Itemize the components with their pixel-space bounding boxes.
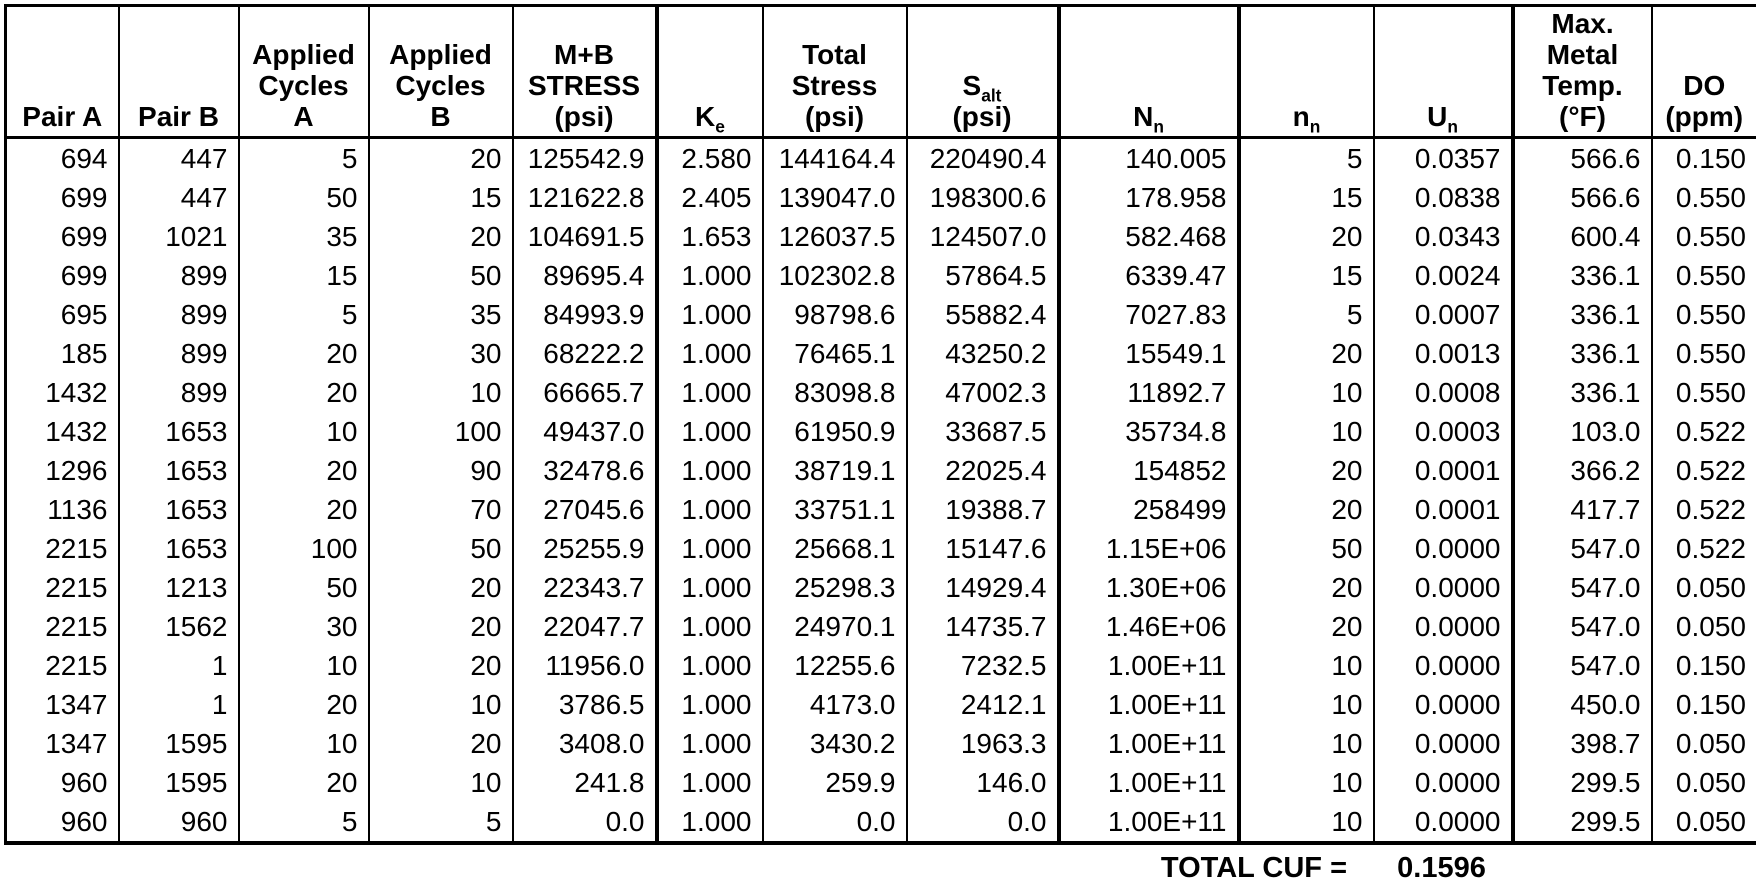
cell-max-metal-temp-f: 547.0 bbox=[1513, 568, 1652, 607]
cell-ke: 1.000 bbox=[657, 724, 763, 763]
cell-total-stress-psi: 12255.6 bbox=[763, 646, 907, 685]
cell-s-alt-psi: 1963.3 bbox=[907, 724, 1059, 763]
cell-total-stress-psi: 83098.8 bbox=[763, 373, 907, 412]
table-row bbox=[6, 451, 1756, 490]
cell-total-stress-psi: 61950.9 bbox=[763, 412, 907, 451]
cell-total-stress-psi: 38719.1 bbox=[763, 451, 907, 490]
cell-max-metal-temp-f: 336.1 bbox=[1513, 373, 1652, 412]
column-header-ke: $K_e$ bbox=[657, 6, 763, 138]
cell-u-n-usage: 0.0000 bbox=[1374, 685, 1513, 724]
cell-total-stress-psi: 3430.2 bbox=[763, 724, 907, 763]
cell-max-metal-temp-f: 336.1 bbox=[1513, 295, 1652, 334]
cell-do-ppm: 0.522 bbox=[1652, 490, 1756, 529]
cell-pair-a: 960 bbox=[6, 802, 119, 843]
cell-u-n-usage: 0.0000 bbox=[1374, 802, 1513, 843]
cell-s-alt-psi: 124507.0 bbox=[907, 217, 1059, 256]
cell-applied-cycles-a: 50 bbox=[239, 568, 369, 607]
cell-pair-b: 1653 bbox=[119, 412, 239, 451]
cell-do-ppm: 0.550 bbox=[1652, 373, 1756, 412]
cell-s-alt-psi: 57864.5 bbox=[907, 256, 1059, 295]
cell-n-n-applied: 50 bbox=[1239, 529, 1374, 568]
cell-n-n-applied: 10 bbox=[1239, 646, 1374, 685]
cell-s-alt-psi: 0.0 bbox=[907, 802, 1059, 843]
cell-ke: 1.000 bbox=[657, 646, 763, 685]
cell-pair-a: 1347 bbox=[6, 685, 119, 724]
cell-n-n-allowable: 1.00E+11 bbox=[1059, 763, 1239, 802]
cell-total-stress-psi: 102302.8 bbox=[763, 256, 907, 295]
cell-mb-stress-psi: 241.8 bbox=[513, 763, 657, 802]
column-header-n-n-applied: $n_n$ bbox=[1239, 6, 1374, 138]
cell-u-n-usage: 0.0000 bbox=[1374, 607, 1513, 646]
cell-max-metal-temp-f: 103.0 bbox=[1513, 412, 1652, 451]
cell-n-n-applied: 15 bbox=[1239, 256, 1374, 295]
cell-u-n-usage: 0.0007 bbox=[1374, 295, 1513, 334]
cell-n-n-allowable: 1.15E+06 bbox=[1059, 529, 1239, 568]
cell-pair-b: 899 bbox=[119, 295, 239, 334]
cell-pair-b: 1213 bbox=[119, 568, 239, 607]
table-row bbox=[6, 724, 1756, 763]
cell-applied-cycles-b: 10 bbox=[369, 685, 513, 724]
cell-pair-a: 695 bbox=[6, 295, 119, 334]
cell-u-n-usage: 0.0024 bbox=[1374, 256, 1513, 295]
cell-n-n-allowable: 154852 bbox=[1059, 451, 1239, 490]
cell-mb-stress-psi: 89695.4 bbox=[513, 256, 657, 295]
cell-n-n-applied: 20 bbox=[1239, 334, 1374, 373]
total-cuf-row bbox=[0, 852, 1756, 878]
cell-s-alt-psi: 2412.1 bbox=[907, 685, 1059, 724]
column-header-applied-cycles-a: Applied Cycles A bbox=[239, 6, 369, 138]
cell-mb-stress-psi: 3408.0 bbox=[513, 724, 657, 763]
table-row bbox=[6, 685, 1756, 724]
cell-applied-cycles-a: 100 bbox=[239, 529, 369, 568]
cell-applied-cycles-a: 20 bbox=[239, 373, 369, 412]
cell-do-ppm: 0.050 bbox=[1652, 568, 1756, 607]
cell-applied-cycles-a: 5 bbox=[239, 138, 369, 179]
cell-applied-cycles-a: 20 bbox=[239, 451, 369, 490]
cell-pair-b: 1562 bbox=[119, 607, 239, 646]
cell-applied-cycles-b: 20 bbox=[369, 568, 513, 607]
cell-applied-cycles-b: 15 bbox=[369, 178, 513, 217]
cell-applied-cycles-a: 10 bbox=[239, 412, 369, 451]
cell-s-alt-psi: 198300.6 bbox=[907, 178, 1059, 217]
cell-n-n-applied: 20 bbox=[1239, 607, 1374, 646]
cell-do-ppm: 0.550 bbox=[1652, 334, 1756, 373]
cell-n-n-applied: 10 bbox=[1239, 412, 1374, 451]
cell-total-stress-psi: 25298.3 bbox=[763, 568, 907, 607]
cell-n-n-allowable: 258499 bbox=[1059, 490, 1239, 529]
cell-applied-cycles-a: 10 bbox=[239, 724, 369, 763]
cell-applied-cycles-b: 5 bbox=[369, 802, 513, 843]
cell-u-n-usage: 0.0000 bbox=[1374, 646, 1513, 685]
cell-do-ppm: 0.522 bbox=[1652, 412, 1756, 451]
cell-mb-stress-psi: 121622.8 bbox=[513, 178, 657, 217]
cell-applied-cycles-a: 35 bbox=[239, 217, 369, 256]
cell-pair-b: 960 bbox=[119, 802, 239, 843]
cell-ke: 2.405 bbox=[657, 178, 763, 217]
cell-n-n-allowable: 1.00E+11 bbox=[1059, 724, 1239, 763]
cell-do-ppm: 0.550 bbox=[1652, 295, 1756, 334]
cell-n-n-applied: 20 bbox=[1239, 451, 1374, 490]
cell-applied-cycles-b: 35 bbox=[369, 295, 513, 334]
table-row bbox=[6, 607, 1756, 646]
cell-s-alt-psi: 146.0 bbox=[907, 763, 1059, 802]
cell-n-n-applied: 5 bbox=[1239, 295, 1374, 334]
cell-max-metal-temp-f: 566.6 bbox=[1513, 138, 1652, 179]
cell-applied-cycles-a: 5 bbox=[239, 295, 369, 334]
cell-mb-stress-psi: 27045.6 bbox=[513, 490, 657, 529]
column-header-s-alt-psi: $S_{alt}$ (psi) bbox=[907, 6, 1059, 138]
cell-s-alt-psi: 55882.4 bbox=[907, 295, 1059, 334]
cell-total-stress-psi: 76465.1 bbox=[763, 334, 907, 373]
table-body bbox=[6, 138, 1756, 844]
cell-n-n-allowable: 35734.8 bbox=[1059, 412, 1239, 451]
cell-do-ppm: 0.050 bbox=[1652, 763, 1756, 802]
table-row bbox=[6, 802, 1756, 843]
cell-u-n-usage: 0.0000 bbox=[1374, 763, 1513, 802]
cell-s-alt-psi: 43250.2 bbox=[907, 334, 1059, 373]
column-header-pair-b: Pair B bbox=[119, 6, 239, 138]
cell-do-ppm: 0.050 bbox=[1652, 802, 1756, 843]
table-row bbox=[6, 412, 1756, 451]
cell-mb-stress-psi: 68222.2 bbox=[513, 334, 657, 373]
cell-n-n-allowable: 7027.83 bbox=[1059, 295, 1239, 334]
table-row bbox=[6, 568, 1756, 607]
table-row bbox=[6, 178, 1756, 217]
cell-pair-b: 1653 bbox=[119, 490, 239, 529]
cell-n-n-allowable: 1.46E+06 bbox=[1059, 607, 1239, 646]
cell-total-stress-psi: 126037.5 bbox=[763, 217, 907, 256]
cell-ke: 1.000 bbox=[657, 763, 763, 802]
cell-do-ppm: 0.050 bbox=[1652, 607, 1756, 646]
cell-s-alt-psi: 19388.7 bbox=[907, 490, 1059, 529]
cell-n-n-allowable: 1.00E+11 bbox=[1059, 802, 1239, 843]
cell-n-n-applied: 10 bbox=[1239, 802, 1374, 843]
table-row bbox=[6, 256, 1756, 295]
table-row bbox=[6, 334, 1756, 373]
cell-ke: 2.580 bbox=[657, 138, 763, 179]
cell-pair-b: 899 bbox=[119, 334, 239, 373]
cell-pair-a: 699 bbox=[6, 217, 119, 256]
cell-do-ppm: 0.522 bbox=[1652, 451, 1756, 490]
cell-applied-cycles-a: 20 bbox=[239, 763, 369, 802]
cell-n-n-applied: 5 bbox=[1239, 138, 1374, 179]
cell-applied-cycles-b: 10 bbox=[369, 763, 513, 802]
cell-applied-cycles-b: 20 bbox=[369, 138, 513, 179]
cell-applied-cycles-a: 15 bbox=[239, 256, 369, 295]
cell-pair-b: 1595 bbox=[119, 763, 239, 802]
cell-ke: 1.000 bbox=[657, 412, 763, 451]
total-cuf-label: TOTAL CUF = bbox=[1160, 852, 1347, 878]
table-row bbox=[6, 138, 1756, 179]
cell-ke: 1.653 bbox=[657, 217, 763, 256]
cell-ke: 1.000 bbox=[657, 373, 763, 412]
cell-pair-b: 899 bbox=[119, 256, 239, 295]
column-header-applied-cycles-b: Applied Cycles B bbox=[369, 6, 513, 138]
cell-n-n-allowable: 140.005 bbox=[1059, 138, 1239, 179]
cell-ke: 1.000 bbox=[657, 802, 763, 843]
cell-pair-b: 1653 bbox=[119, 451, 239, 490]
cell-do-ppm: 0.550 bbox=[1652, 178, 1756, 217]
cell-ke: 1.000 bbox=[657, 607, 763, 646]
cell-max-metal-temp-f: 299.5 bbox=[1513, 763, 1652, 802]
cell-n-n-allowable: 6339.47 bbox=[1059, 256, 1239, 295]
table-row bbox=[6, 763, 1756, 802]
cell-applied-cycles-b: 30 bbox=[369, 334, 513, 373]
cell-total-stress-psi: 24970.1 bbox=[763, 607, 907, 646]
cell-s-alt-psi: 220490.4 bbox=[907, 138, 1059, 179]
cell-applied-cycles-b: 100 bbox=[369, 412, 513, 451]
cell-s-alt-psi: 33687.5 bbox=[907, 412, 1059, 451]
cell-mb-stress-psi: 125542.9 bbox=[513, 138, 657, 179]
table-row bbox=[6, 373, 1756, 412]
cell-n-n-allowable: 178.958 bbox=[1059, 178, 1239, 217]
cell-n-n-allowable: 1.00E+11 bbox=[1059, 685, 1239, 724]
cell-applied-cycles-b: 10 bbox=[369, 373, 513, 412]
cell-pair-a: 2215 bbox=[6, 607, 119, 646]
cell-max-metal-temp-f: 417.7 bbox=[1513, 490, 1652, 529]
cell-n-n-allowable: 582.468 bbox=[1059, 217, 1239, 256]
cell-max-metal-temp-f: 600.4 bbox=[1513, 217, 1652, 256]
cell-total-stress-psi: 139047.0 bbox=[763, 178, 907, 217]
cell-n-n-applied: 10 bbox=[1239, 373, 1374, 412]
cell-s-alt-psi: 14735.7 bbox=[907, 607, 1059, 646]
cell-total-stress-psi: 25668.1 bbox=[763, 529, 907, 568]
cell-applied-cycles-b: 20 bbox=[369, 724, 513, 763]
cell-ke: 1.000 bbox=[657, 568, 763, 607]
cell-max-metal-temp-f: 547.0 bbox=[1513, 646, 1652, 685]
cell-s-alt-psi: 15147.6 bbox=[907, 529, 1059, 568]
cell-do-ppm: 0.522 bbox=[1652, 529, 1756, 568]
column-header-u-n-usage: $U_n$ bbox=[1374, 6, 1513, 138]
cell-mb-stress-psi: 22343.7 bbox=[513, 568, 657, 607]
column-header-do-ppm: DO (ppm) bbox=[1652, 6, 1756, 138]
cell-applied-cycles-a: 10 bbox=[239, 646, 369, 685]
total-cuf-value: 0.1596 bbox=[1397, 852, 1486, 878]
cell-ke: 1.000 bbox=[657, 529, 763, 568]
cell-pair-a: 2215 bbox=[6, 568, 119, 607]
cell-pair-a: 2215 bbox=[6, 646, 119, 685]
cell-mb-stress-psi: 25255.9 bbox=[513, 529, 657, 568]
table-header bbox=[6, 6, 1756, 138]
cell-pair-b: 899 bbox=[119, 373, 239, 412]
cell-mb-stress-psi: 49437.0 bbox=[513, 412, 657, 451]
cell-applied-cycles-b: 20 bbox=[369, 646, 513, 685]
cell-pair-b: 1 bbox=[119, 646, 239, 685]
cell-max-metal-temp-f: 366.2 bbox=[1513, 451, 1652, 490]
cell-applied-cycles-b: 20 bbox=[369, 217, 513, 256]
cell-u-n-usage: 0.0838 bbox=[1374, 178, 1513, 217]
cell-n-n-applied: 10 bbox=[1239, 763, 1374, 802]
cell-max-metal-temp-f: 299.5 bbox=[1513, 802, 1652, 843]
table-row bbox=[6, 490, 1756, 529]
cell-s-alt-psi: 14929.4 bbox=[907, 568, 1059, 607]
cell-ke: 1.000 bbox=[657, 256, 763, 295]
cell-applied-cycles-b: 70 bbox=[369, 490, 513, 529]
cell-total-stress-psi: 0.0 bbox=[763, 802, 907, 843]
cell-s-alt-psi: 22025.4 bbox=[907, 451, 1059, 490]
column-header-mb-stress-psi: M+B STRESS (psi) bbox=[513, 6, 657, 138]
cell-max-metal-temp-f: 398.7 bbox=[1513, 724, 1652, 763]
cell-mb-stress-psi: 3786.5 bbox=[513, 685, 657, 724]
cell-n-n-applied: 10 bbox=[1239, 724, 1374, 763]
cell-pair-b: 1021 bbox=[119, 217, 239, 256]
cell-n-n-applied: 20 bbox=[1239, 568, 1374, 607]
cell-applied-cycles-b: 20 bbox=[369, 607, 513, 646]
cell-applied-cycles-a: 5 bbox=[239, 802, 369, 843]
cell-do-ppm: 0.550 bbox=[1652, 217, 1756, 256]
cell-mb-stress-psi: 0.0 bbox=[513, 802, 657, 843]
column-header-n-n-allowable: $N_n$ bbox=[1059, 6, 1239, 138]
cell-u-n-usage: 0.0001 bbox=[1374, 490, 1513, 529]
cell-ke: 1.000 bbox=[657, 451, 763, 490]
cell-applied-cycles-a: 20 bbox=[239, 490, 369, 529]
cell-pair-a: 1432 bbox=[6, 373, 119, 412]
cell-pair-a: 699 bbox=[6, 256, 119, 295]
cell-u-n-usage: 0.0000 bbox=[1374, 568, 1513, 607]
cell-mb-stress-psi: 104691.5 bbox=[513, 217, 657, 256]
cell-ke: 1.000 bbox=[657, 334, 763, 373]
cell-n-n-allowable: 15549.1 bbox=[1059, 334, 1239, 373]
cell-n-n-allowable: 11892.7 bbox=[1059, 373, 1239, 412]
cell-ke: 1.000 bbox=[657, 295, 763, 334]
cell-u-n-usage: 0.0000 bbox=[1374, 529, 1513, 568]
fatigue-usage-table bbox=[4, 4, 1756, 845]
column-header-max-metal-temp-f: Max. Metal Temp. (°F) bbox=[1513, 6, 1652, 138]
cell-pair-a: 1136 bbox=[6, 490, 119, 529]
table-row bbox=[6, 529, 1756, 568]
cell-pair-a: 2215 bbox=[6, 529, 119, 568]
cell-u-n-usage: 0.0013 bbox=[1374, 334, 1513, 373]
cell-total-stress-psi: 33751.1 bbox=[763, 490, 907, 529]
cell-total-stress-psi: 259.9 bbox=[763, 763, 907, 802]
fatigue-usage-document bbox=[0, 4, 1756, 878]
cell-do-ppm: 0.150 bbox=[1652, 138, 1756, 179]
cell-u-n-usage: 0.0008 bbox=[1374, 373, 1513, 412]
cell-n-n-applied: 10 bbox=[1239, 685, 1374, 724]
cell-max-metal-temp-f: 336.1 bbox=[1513, 256, 1652, 295]
cell-applied-cycles-b: 50 bbox=[369, 529, 513, 568]
cell-max-metal-temp-f: 336.1 bbox=[1513, 334, 1652, 373]
cell-pair-a: 185 bbox=[6, 334, 119, 373]
cell-total-stress-psi: 144164.4 bbox=[763, 138, 907, 179]
cell-mb-stress-psi: 22047.7 bbox=[513, 607, 657, 646]
cell-n-n-applied: 15 bbox=[1239, 178, 1374, 217]
cell-pair-b: 1 bbox=[119, 685, 239, 724]
cell-do-ppm: 0.150 bbox=[1652, 685, 1756, 724]
cell-n-n-applied: 20 bbox=[1239, 490, 1374, 529]
cell-ke: 1.000 bbox=[657, 685, 763, 724]
cell-applied-cycles-b: 90 bbox=[369, 451, 513, 490]
cell-u-n-usage: 0.0357 bbox=[1374, 138, 1513, 179]
cell-do-ppm: 0.550 bbox=[1652, 256, 1756, 295]
cell-total-stress-psi: 98798.6 bbox=[763, 295, 907, 334]
cell-total-stress-psi: 4173.0 bbox=[763, 685, 907, 724]
cell-applied-cycles-b: 50 bbox=[369, 256, 513, 295]
cell-mb-stress-psi: 11956.0 bbox=[513, 646, 657, 685]
cell-mb-stress-psi: 84993.9 bbox=[513, 295, 657, 334]
table-row bbox=[6, 295, 1756, 334]
column-header-pair-a: Pair A bbox=[6, 6, 119, 138]
cell-do-ppm: 0.050 bbox=[1652, 724, 1756, 763]
cell-pair-a: 699 bbox=[6, 178, 119, 217]
cell-applied-cycles-a: 20 bbox=[239, 334, 369, 373]
cell-pair-b: 447 bbox=[119, 138, 239, 179]
cell-mb-stress-psi: 66665.7 bbox=[513, 373, 657, 412]
cell-s-alt-psi: 7232.5 bbox=[907, 646, 1059, 685]
cell-pair-a: 1296 bbox=[6, 451, 119, 490]
cell-u-n-usage: 0.0003 bbox=[1374, 412, 1513, 451]
cell-n-n-applied: 20 bbox=[1239, 217, 1374, 256]
table-row bbox=[6, 646, 1756, 685]
cell-pair-a: 960 bbox=[6, 763, 119, 802]
cell-applied-cycles-a: 20 bbox=[239, 685, 369, 724]
cell-max-metal-temp-f: 566.6 bbox=[1513, 178, 1652, 217]
table-row bbox=[6, 217, 1756, 256]
cell-max-metal-temp-f: 450.0 bbox=[1513, 685, 1652, 724]
cell-max-metal-temp-f: 547.0 bbox=[1513, 529, 1652, 568]
cell-pair-b: 447 bbox=[119, 178, 239, 217]
cell-applied-cycles-a: 50 bbox=[239, 178, 369, 217]
cell-n-n-allowable: 1.00E+11 bbox=[1059, 646, 1239, 685]
cell-applied-cycles-a: 30 bbox=[239, 607, 369, 646]
cell-u-n-usage: 0.0343 bbox=[1374, 217, 1513, 256]
cell-ke: 1.000 bbox=[657, 490, 763, 529]
cell-u-n-usage: 0.0001 bbox=[1374, 451, 1513, 490]
cell-pair-b: 1653 bbox=[119, 529, 239, 568]
cell-s-alt-psi: 47002.3 bbox=[907, 373, 1059, 412]
cell-pair-a: 1347 bbox=[6, 724, 119, 763]
cell-u-n-usage: 0.0000 bbox=[1374, 724, 1513, 763]
cell-pair-a: 694 bbox=[6, 138, 119, 179]
cell-n-n-allowable: 1.30E+06 bbox=[1059, 568, 1239, 607]
header-row bbox=[6, 6, 1756, 138]
column-header-total-stress-psi: Total Stress (psi) bbox=[763, 6, 907, 138]
cell-pair-b: 1595 bbox=[119, 724, 239, 763]
cell-mb-stress-psi: 32478.6 bbox=[513, 451, 657, 490]
cell-do-ppm: 0.150 bbox=[1652, 646, 1756, 685]
cell-max-metal-temp-f: 547.0 bbox=[1513, 607, 1652, 646]
cell-pair-a: 1432 bbox=[6, 412, 119, 451]
